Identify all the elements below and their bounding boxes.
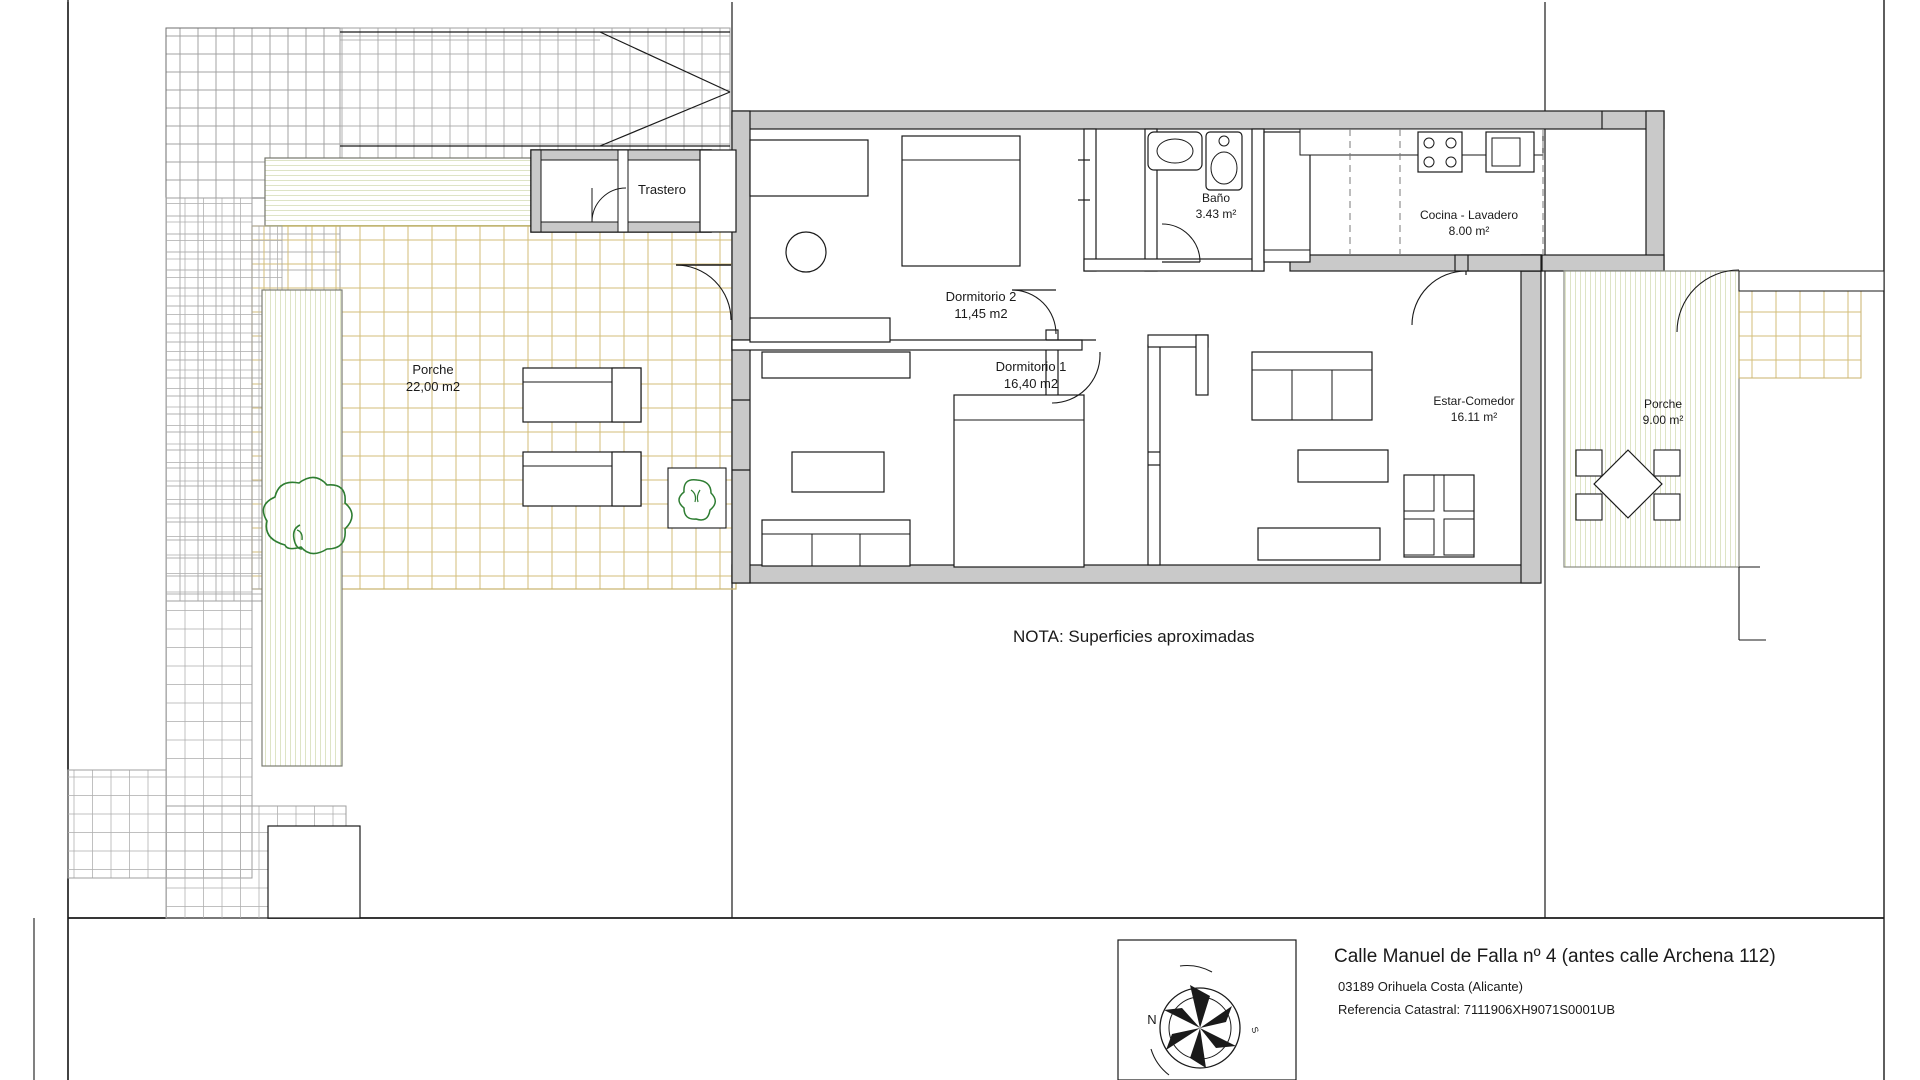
compass-south-label: S xyxy=(1249,1025,1261,1035)
room-area: 3.43 m² xyxy=(1195,207,1237,221)
right-porch xyxy=(1564,270,1884,640)
room-area: 22,00 m2 xyxy=(405,379,461,394)
room-name: Cocina - Lavadero xyxy=(1419,208,1519,222)
pergola-deck xyxy=(265,158,535,226)
room-name: Trastero xyxy=(638,182,686,197)
wood-decking-strip xyxy=(262,290,342,766)
address-line-1: Calle Manuel de Falla nº 4 (antes calle Archena 112) xyxy=(1334,946,1776,967)
approximate-surfaces-note: NOTA: Superficies aproximadas xyxy=(1013,627,1255,646)
address-line-2: 03189 Orihuela Costa (Alicante) xyxy=(1338,979,1523,994)
room-area: 11,45 m2 xyxy=(954,306,1008,321)
living-room-furniture xyxy=(1252,352,1474,560)
address-line-3: Referencia Catastral: 7111906XH9071S0001UB xyxy=(1338,1002,1616,1017)
kitchen-fittings xyxy=(1300,129,1543,325)
compass-north-label: N xyxy=(1147,1012,1157,1027)
bathroom-fixtures xyxy=(1148,132,1310,262)
room-name: Porche xyxy=(1643,397,1683,411)
room-name: Dormitorio 1 xyxy=(995,359,1067,374)
room-name: Estar-Comedor xyxy=(1433,394,1515,408)
room-area: 16.11 m² xyxy=(1450,410,1498,424)
bottom-white-rect xyxy=(268,826,360,918)
room-area: 16,40 m2 xyxy=(1003,376,1059,391)
trastero-room xyxy=(531,150,736,232)
tree-icon-small xyxy=(668,468,726,528)
compass-rose xyxy=(1118,940,1296,1080)
room-name: Porche xyxy=(412,362,454,377)
room-name: Dormitorio 2 xyxy=(945,289,1017,304)
dormitorio2-furniture xyxy=(750,136,1056,342)
room-name: Baño xyxy=(1201,191,1231,205)
room-area: 9.00 m² xyxy=(1642,413,1684,427)
room-area: 8.00 m² xyxy=(1448,224,1490,238)
